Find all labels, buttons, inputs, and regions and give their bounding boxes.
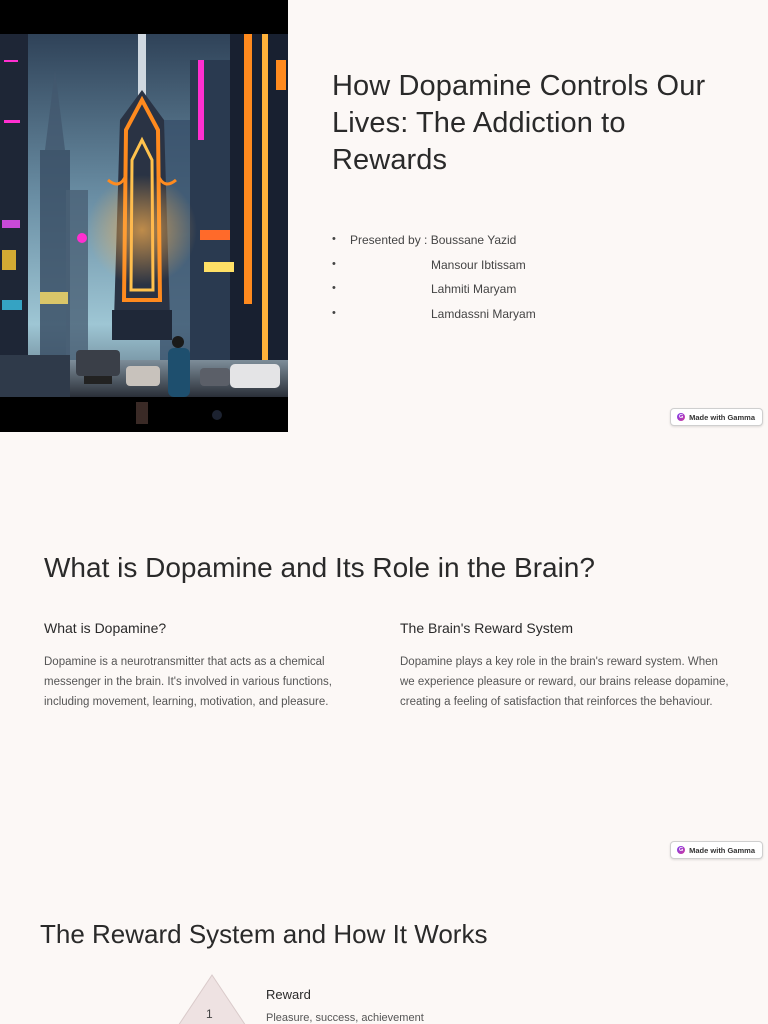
pyramid-level-label: Reward [266,987,311,1002]
bullet: • [332,257,336,270]
what-is-dopamine-column [44,620,374,712]
gamma-logo-icon: G [679,414,684,420]
cyberpunk-city-image [0,0,288,432]
list-item [332,307,732,332]
column-body: Dopamine is a neurotransmitter that acts as a chemical messenger in the brain. It's involved in various functions, including movement, learning, motivation, and pleasure. [44,656,332,708]
made-with-gamma-badge[interactable] [670,841,763,859]
column-heading: The Brain's Reward System [400,620,574,636]
slide-title: What is Dopamine and Its Role in the Brain? [44,552,595,583]
list-item [332,282,732,307]
bullet: • [332,282,336,294]
badge-label: Made with Gamma [689,845,755,855]
bullet: • [332,233,336,245]
slide-title: The Reward System and How It Works [40,919,488,949]
badge-label: Made with Gamma [689,412,755,422]
column-heading: What is Dopamine? [44,620,167,636]
pyramid-level-shape [178,974,248,1024]
presenter-name: Presented by : Boussane Yazid [350,233,517,247]
reward-system-slide [0,864,768,1024]
reward-system-column [400,620,730,712]
list-item [332,233,732,258]
list-item [332,258,732,283]
column-body: Dopamine plays a key role in the brain's reward system. When we experience pleasure or reward, our brains release dopamine, creating a feeling of satisfaction that reinforces the behaviour. [400,656,729,708]
dopamine-role-slide [0,432,768,864]
presentation-title: How Dopamine Controls Our Lives: The Addiction to Rewards [332,70,706,176]
made-with-gamma-badge[interactable] [670,408,763,426]
presenter-name: Lamdassni Maryam [431,306,536,321]
presenter-name: Mansour Ibtissam [431,257,526,272]
gamma-logo-icon: G [679,847,684,853]
pyramid-level-description: Pleasure, success, achievement [266,1012,424,1024]
title-slide [0,0,768,432]
bullet: • [332,306,336,319]
pyramid-level-number: 1 [206,1007,213,1021]
presenter-name: Lahmiti Maryam [431,282,517,296]
presenters-list [332,233,732,331]
